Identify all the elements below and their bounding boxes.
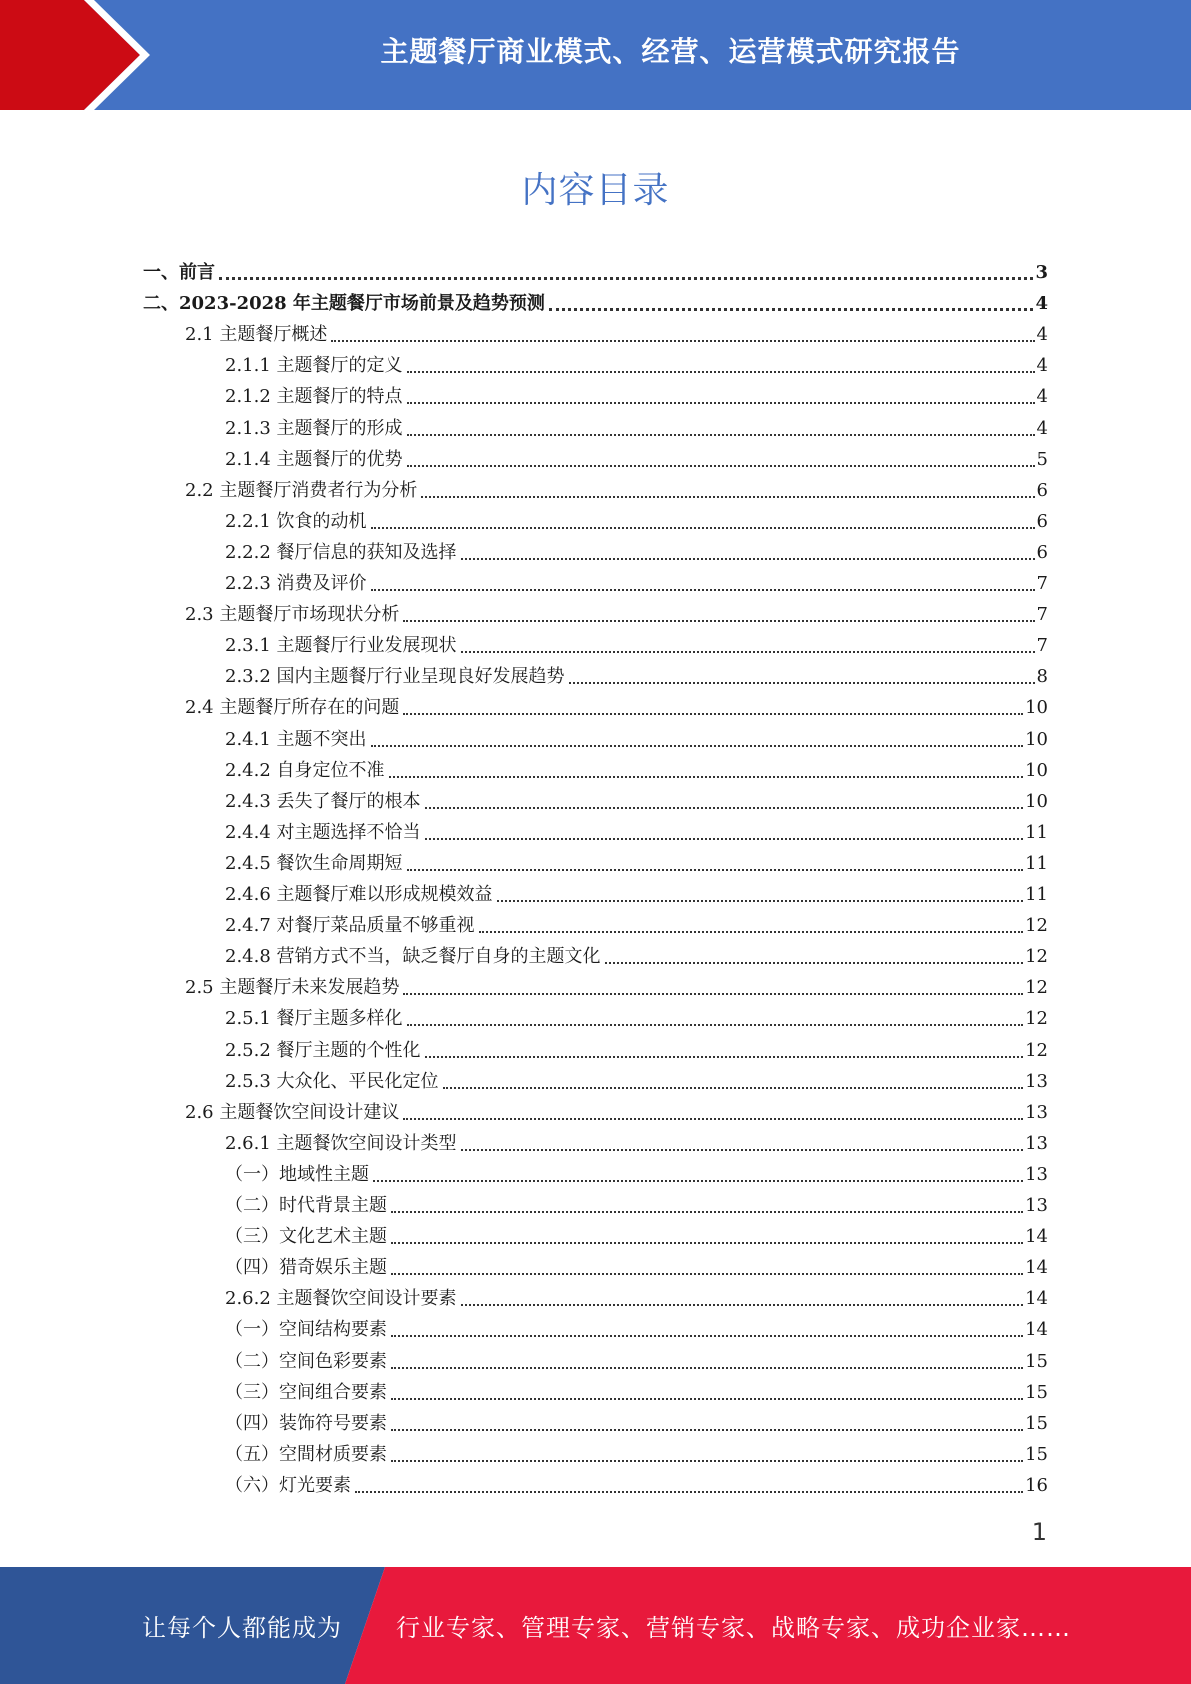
toc-entry-label: 一、前言 [143, 262, 215, 283]
page-header [0, 0, 1191, 110]
toc-entry-label: 2.2 主题餐厅消费者行为分析 [185, 480, 418, 501]
toc-entry[interactable] [185, 688, 1048, 719]
toc-entry[interactable] [225, 1217, 1048, 1248]
toc-entry-page: 4 [1036, 386, 1048, 407]
toc-entry-label: 2.4.7 对餐厅菜品质量不够重视 [225, 915, 475, 936]
toc-dot-leader [389, 776, 1024, 778]
toc-entry-page: 11 [1025, 853, 1048, 874]
toc-entry[interactable] [225, 1435, 1048, 1466]
toc-entry-page: 5 [1036, 449, 1048, 470]
toc-entry-page: 4 [1036, 418, 1048, 439]
toc-entry[interactable] [225, 1186, 1048, 1217]
toc-dot-leader [331, 340, 1034, 342]
toc-entry-label: （一）地域性主题 [225, 1164, 369, 1185]
toc-entry-page: 14 [1025, 1226, 1048, 1247]
toc-entry-page: 13 [1025, 1164, 1048, 1185]
toc-dot-leader [403, 713, 1023, 715]
toc-entry[interactable] [225, 751, 1048, 782]
toc-entry[interactable] [185, 595, 1048, 626]
toc-entry-page: 7 [1036, 573, 1048, 594]
toc-entry[interactable] [185, 471, 1048, 502]
toc-entry[interactable] [225, 409, 1048, 440]
toc-entry[interactable] [225, 1031, 1048, 1062]
toc-entry-label: 2.2.2 餐厅信息的获知及选择 [225, 542, 457, 563]
toc-entry-label: 2.4.8 营销方式不当，缺乏餐厅自身的主题文化 [225, 946, 601, 967]
toc-entry[interactable] [225, 1373, 1048, 1404]
toc-entry-page: 13 [1025, 1195, 1048, 1216]
toc-entry-page: 13 [1025, 1071, 1048, 1092]
toc-entry[interactable] [225, 999, 1048, 1030]
footer-slogan-right: 行业专家、管理专家、营销专家、战略专家、成功企业家…… [396, 1614, 1071, 1642]
toc-title: 内容目录 [521, 170, 670, 211]
toc-entry-label: 2.4.2 自身定位不准 [225, 760, 385, 781]
toc-entry-page: 12 [1025, 1008, 1048, 1029]
toc-entry[interactable] [225, 875, 1048, 906]
toc-entry-label: （三）空间组合要素 [225, 1382, 387, 1403]
toc-entry-label: 2.4.3 丢失了餐厅的根本 [225, 791, 421, 812]
toc-entry-page: 6 [1036, 480, 1048, 501]
toc-dot-leader [373, 1180, 1023, 1182]
toc-entry-label: 2.5.3 大众化、平民化定位 [225, 1071, 439, 1092]
toc-entry-label: 2.5.2 餐厅主题的个性化 [225, 1040, 421, 1061]
toc-dot-leader [391, 1367, 1023, 1369]
toc-entry-label: 2.6.1 主题餐饮空间设计类型 [225, 1133, 457, 1154]
toc-entry[interactable] [225, 502, 1048, 533]
toc-entry-label: 2.4 主题餐厅所存在的问题 [185, 697, 400, 718]
toc-entry-label: 2.4.5 餐饮生命周期短 [225, 853, 403, 874]
toc-entry-label: 2.4.4 对主题选择不恰当 [225, 822, 421, 843]
toc-entry[interactable] [225, 937, 1048, 968]
toc-entry-page: 3 [1035, 262, 1048, 283]
toc-entry[interactable] [225, 844, 1048, 875]
toc-entry-page: 15 [1025, 1444, 1048, 1465]
toc-entry-label: （六）灯光要素 [225, 1475, 351, 1496]
toc-entry-label: （四）装饰符号要素 [225, 1413, 387, 1434]
toc-entry[interactable] [225, 1342, 1048, 1373]
toc-dot-leader [391, 1398, 1023, 1400]
toc-entry-page: 4 [1036, 355, 1048, 376]
toc-entry-label: 2.1.2 主题餐厅的特点 [225, 386, 403, 407]
toc-entry-label: 2.5.1 餐厅主题多样化 [225, 1008, 403, 1029]
toc-entry-page: 12 [1025, 1040, 1048, 1061]
toc-entry-label: 2.2.1 饮食的动机 [225, 511, 367, 532]
toc-entry[interactable] [225, 1155, 1048, 1186]
toc-dot-leader [425, 1056, 1024, 1058]
toc-entry-label: （二）时代背景主题 [225, 1195, 387, 1216]
toc-entry-page: 13 [1025, 1133, 1048, 1154]
toc-dot-leader [391, 1211, 1023, 1213]
toc-entry[interactable] [143, 253, 1048, 284]
toc-dot-leader [391, 1335, 1023, 1337]
toc-entry-label: 2.3 主题餐厅市场现状分析 [185, 604, 400, 625]
toc-dot-leader [403, 993, 1023, 995]
toc-dot-leader [461, 558, 1035, 560]
toc-entry-label: 2.6 主题餐饮空间设计建议 [185, 1102, 400, 1123]
toc-entry[interactable] [185, 968, 1048, 999]
toc-entry-label: （三）文化艺术主题 [225, 1226, 387, 1247]
toc-entry-label: 2.5 主题餐厅未来发展趋势 [185, 977, 400, 998]
toc-dot-leader [219, 277, 1033, 280]
toc-dot-leader [407, 434, 1035, 436]
toc-dot-leader [407, 1024, 1024, 1026]
toc-entry[interactable] [225, 906, 1048, 937]
toc-entry[interactable] [225, 1062, 1048, 1093]
page-footer [0, 1567, 1191, 1684]
toc-entry[interactable] [225, 1404, 1048, 1435]
toc-entry-page: 16 [1025, 1475, 1048, 1496]
toc-dot-leader [549, 308, 1034, 311]
toc-dot-leader [569, 682, 1035, 684]
toc-entry-page: 4 [1035, 293, 1048, 314]
toc-dot-leader [461, 651, 1035, 653]
toc-dot-leader [391, 1273, 1023, 1275]
toc-dot-leader [371, 745, 1024, 747]
toc-entry-page: 7 [1036, 635, 1048, 656]
toc-entry[interactable] [225, 1310, 1048, 1341]
toc-entry-label: 2.4.1 主题不突出 [225, 729, 367, 750]
toc-entry[interactable] [225, 440, 1048, 471]
toc-entry-label: （四）猎奇娱乐主题 [225, 1257, 387, 1278]
toc-dot-leader [371, 589, 1035, 591]
toc-entry-label: （一）空间结构要素 [225, 1319, 387, 1340]
toc-dot-leader [391, 1242, 1023, 1244]
toc-entry-label: 2.4.6 主题餐厅难以形成规模效益 [225, 884, 493, 905]
toc-entry[interactable] [143, 284, 1048, 315]
toc-entry-page: 14 [1025, 1257, 1048, 1278]
toc-entry[interactable] [185, 315, 1048, 346]
toc-entry-page: 14 [1025, 1288, 1048, 1309]
toc-entry[interactable] [225, 626, 1048, 657]
toc-entry[interactable] [225, 813, 1048, 844]
toc-entry-page: 6 [1036, 542, 1048, 563]
toc-entry[interactable] [225, 346, 1048, 377]
header-arrow-emblem [0, 0, 160, 110]
toc-dot-leader [425, 807, 1024, 809]
toc-entry[interactable] [185, 1093, 1048, 1124]
page-number: 1 [1031, 1518, 1047, 1546]
toc-dot-leader [605, 962, 1024, 964]
toc-entry-page: 15 [1025, 1351, 1048, 1372]
toc-entry-label: 2.1 主题餐厅概述 [185, 324, 328, 345]
toc-entry-page: 10 [1025, 729, 1048, 750]
toc-dot-leader [479, 931, 1024, 933]
toc-entry-label: 2.1.4 主题餐厅的优势 [225, 449, 403, 470]
toc-entry-page: 12 [1025, 915, 1048, 936]
toc-dot-leader [407, 465, 1035, 467]
toc-entry-label: 2.3.2 国内主题餐厅行业呈现良好发展趋势 [225, 666, 565, 687]
toc-entry-page: 12 [1025, 946, 1048, 967]
toc-dot-leader [443, 1087, 1024, 1089]
report-title: 主题餐厅商业模式、经营、运营模式研究报告 [380, 35, 961, 68]
toc-entry-page: 11 [1025, 822, 1048, 843]
toc-dot-leader [407, 371, 1035, 373]
toc-entry-label: （二）空间色彩要素 [225, 1351, 387, 1372]
toc-entry[interactable] [225, 1279, 1048, 1310]
toc-entry-label: 2.1.3 主题餐厅的形成 [225, 418, 403, 439]
toc-dot-leader [421, 496, 1034, 498]
toc-dot-leader [391, 1429, 1023, 1431]
footer-slogan-left: 让每个人都能成为 [142, 1614, 342, 1642]
toc-dot-leader [407, 869, 1024, 871]
toc-entry-label: 二、2023-2028 年主题餐厅市场前景及趋势预测 [143, 293, 545, 314]
toc-entry-label: （五）空間材质要素 [225, 1444, 387, 1465]
toc-dot-leader [403, 620, 1034, 622]
toc-entry-page: 12 [1025, 977, 1048, 998]
toc-entry-page: 13 [1025, 1102, 1048, 1123]
toc-entry[interactable] [225, 782, 1048, 813]
toc-dot-leader [425, 838, 1024, 840]
toc-entry-page: 4 [1036, 324, 1048, 345]
toc-entry-label: 2.1.1 主题餐厅的定义 [225, 355, 403, 376]
toc-dot-leader [461, 1149, 1024, 1151]
toc-dot-leader [403, 1118, 1023, 1120]
toc-entry-page: 15 [1025, 1382, 1048, 1403]
toc-entry-page: 10 [1025, 697, 1048, 718]
toc-entry-page: 11 [1025, 884, 1048, 905]
toc-entry-page: 14 [1025, 1319, 1048, 1340]
toc-dot-leader [497, 900, 1024, 902]
toc-entry[interactable] [225, 377, 1048, 408]
toc-entry-page: 7 [1036, 604, 1048, 625]
toc-entry-label: 2.6.2 主题餐饮空间设计要素 [225, 1288, 457, 1309]
toc-entry[interactable] [225, 1124, 1048, 1155]
toc-dot-leader [461, 1304, 1024, 1306]
toc-dot-leader [391, 1460, 1023, 1462]
toc-entry-page: 6 [1036, 511, 1048, 532]
toc-entry-label: 2.2.3 消费及评价 [225, 573, 367, 594]
toc-entry[interactable] [225, 533, 1048, 564]
toc-entry-page: 15 [1025, 1413, 1048, 1434]
toc-dot-leader [407, 402, 1035, 404]
toc-entry-label: 2.3.1 主题餐厅行业发展现状 [225, 635, 457, 656]
toc-dot-leader [371, 527, 1035, 529]
toc-entry[interactable] [225, 720, 1048, 751]
toc-entry[interactable] [225, 1248, 1048, 1279]
toc-entry[interactable] [225, 564, 1048, 595]
toc-entry-page: 8 [1036, 666, 1048, 687]
toc-dot-leader [355, 1491, 1023, 1493]
toc-entry[interactable] [225, 1466, 1048, 1497]
toc-entry-page: 10 [1025, 760, 1048, 781]
toc-entry[interactable] [225, 657, 1048, 688]
toc-entry-page: 10 [1025, 791, 1048, 812]
